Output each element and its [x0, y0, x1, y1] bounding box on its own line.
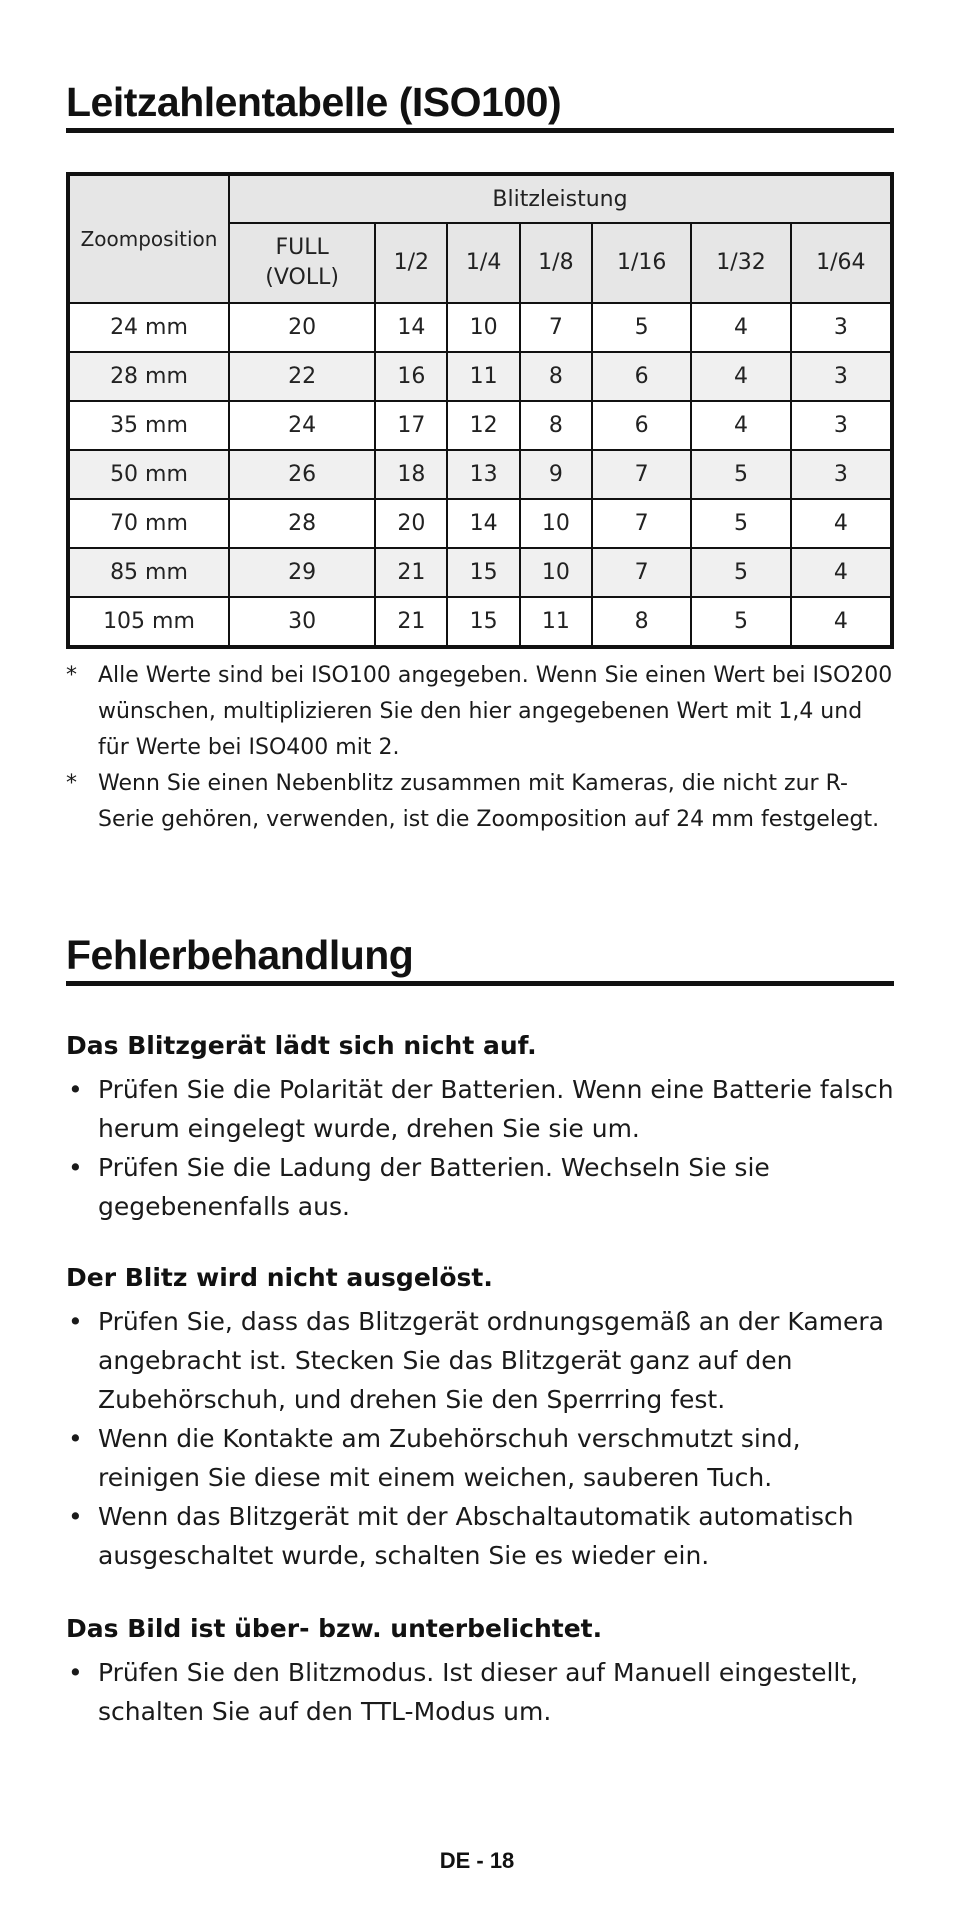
guide-number-cell: 5 — [691, 450, 790, 499]
bullet-dot: • — [68, 1502, 83, 1531]
power-column-header: 1/32 — [691, 223, 790, 303]
table-row — [68, 548, 892, 597]
guide-number-cell: 24 — [229, 401, 375, 450]
guide-number-table-body — [68, 303, 892, 647]
guide-number-cell: 4 — [791, 499, 892, 548]
guide-number-cell: 13 — [447, 450, 519, 499]
guide-number-cell: 11 — [520, 597, 592, 647]
guide-number-cell: 3 — [791, 303, 892, 352]
note-text: Wenn Sie einen Nebenblitz zusammen mit Kameras, die nicht zur R-Serie gehören, verwenden, ist die Zoomposition auf 24 mm festgelegt. — [98, 771, 880, 832]
page-number: DE - 18 — [439, 1848, 515, 1873]
bullet-text: Prüfen Sie, dass das Blitzgerät ordnungsgemäß an der Kamera angebracht ist. Stecken Sie das Blitzgerät ganz auf den Zubehörschuh, und drehen Sie den Sperrring fest. — [98, 1307, 884, 1414]
table-row — [68, 352, 892, 401]
zoom-position-cell: 70 mm — [68, 499, 229, 548]
guide-number-cell: 10 — [447, 303, 519, 352]
zoom-position-cell: 50 mm — [68, 450, 229, 499]
power-column-header: 1/2 — [375, 223, 447, 303]
guide-number-cell: 8 — [520, 401, 592, 450]
table-row — [68, 499, 892, 548]
guide-number-cell: 30 — [229, 597, 375, 647]
guide-number-cell: 10 — [520, 548, 592, 597]
guide-number-cell: 22 — [229, 352, 375, 401]
guide-number-cell: 10 — [520, 499, 592, 548]
power-full-label: FULL (VOLL) — [265, 235, 339, 290]
note-asterisk: * — [66, 771, 77, 796]
bullet-text: Wenn das Blitzgerät mit der Abschaltautomatik automatisch ausgeschaltet wurde, schalten Sie es wieder ein. — [98, 1502, 854, 1570]
bullet-text: Prüfen Sie die Polarität der Batterien. Wenn eine Batterie falsch herum eingelegt wurde, drehen Sie sie um. — [98, 1075, 894, 1143]
guide-number-cell: 14 — [375, 303, 447, 352]
guide-number-cell: 29 — [229, 548, 375, 597]
guide-number-cell: 21 — [375, 548, 447, 597]
power-column-header: 1/8 — [520, 223, 592, 303]
table-notes — [66, 658, 894, 838]
trouble-heading: Der Blitz wird nicht ausgelöst. — [66, 1263, 493, 1292]
power-column-header: 1/16 — [592, 223, 691, 303]
guide-number-cell: 15 — [447, 548, 519, 597]
trouble-bullet — [66, 1070, 894, 1148]
guide-number-cell: 20 — [375, 499, 447, 548]
guide-number-cell: 4 — [691, 352, 790, 401]
bullet-text: Wenn die Kontakte am Zubehörschuh verschmutzt sind, reinigen Sie diese mit einem weichen, sauberen Tuch. — [98, 1424, 801, 1492]
bullet-text: Prüfen Sie die Ladung der Batterien. Wechseln Sie sie gegebenenfalls aus. — [98, 1153, 770, 1221]
trouble-heading: Das Blitzgerät lädt sich nicht auf. — [66, 1031, 537, 1060]
zoom-position-cell: 85 mm — [68, 548, 229, 597]
table-row — [68, 450, 892, 499]
guide-number-table-heading: Leitzahlentabelle (ISO100) — [66, 78, 894, 133]
zoom-position-cell: 35 mm — [68, 401, 229, 450]
bullet-text: Prüfen Sie den Blitzmodus. Ist dieser auf Manuell eingestellt, schalten Sie auf den TTL-Modus um. — [98, 1658, 859, 1726]
trouble-item-exposure — [66, 1613, 894, 1731]
trouble-item-not-firing — [66, 1262, 894, 1575]
trouble-bullet — [66, 1148, 894, 1226]
guide-number-cell: 3 — [791, 450, 892, 499]
power-column-header — [229, 223, 375, 303]
guide-number-cell: 18 — [375, 450, 447, 499]
guide-number-cell: 5 — [691, 548, 790, 597]
guide-number-cell: 8 — [520, 352, 592, 401]
guide-number-cell: 14 — [447, 499, 519, 548]
guide-number-cell: 7 — [592, 548, 691, 597]
guide-number-cell: 4 — [691, 303, 790, 352]
guide-number-cell: 6 — [592, 352, 691, 401]
zoom-position-cell: 24 mm — [68, 303, 229, 352]
guide-number-cell: 9 — [520, 450, 592, 499]
power-column-header: 1/64 — [791, 223, 892, 303]
guide-number-cell: 8 — [592, 597, 691, 647]
guide-number-cell: 21 — [375, 597, 447, 647]
guide-number-cell: 7 — [520, 303, 592, 352]
guide-number-cell: 11 — [447, 352, 519, 401]
table-row — [68, 597, 892, 647]
trouble-item-not-charging — [66, 1030, 894, 1226]
guide-number-cell: 12 — [447, 401, 519, 450]
trouble-bullet — [66, 1497, 894, 1575]
guide-number-cell: 7 — [592, 450, 691, 499]
guide-number-cell: 7 — [592, 499, 691, 548]
zoom-position-cell: 28 mm — [68, 352, 229, 401]
trouble-bullet — [66, 1653, 894, 1731]
trouble-bullet — [66, 1302, 894, 1419]
guide-number-cell: 4 — [791, 548, 892, 597]
guide-number-cell: 17 — [375, 401, 447, 450]
guide-number-cell: 26 — [229, 450, 375, 499]
zoom-position-cell: 105 mm — [68, 597, 229, 647]
guide-number-table — [66, 172, 894, 649]
troubleshooting-heading: Fehlerbehandlung — [66, 931, 894, 986]
bullet-dot: • — [68, 1658, 83, 1687]
guide-number-cell: 6 — [592, 401, 691, 450]
zoom-position-header: Zoomposition — [68, 174, 229, 303]
guide-number-cell: 3 — [791, 352, 892, 401]
note-text: Alle Werte sind bei ISO100 angegeben. Wenn Sie einen Wert bei ISO200 wünschen, multiplizieren Sie den hier angegebenen Wert mit 1,4 und für Werte bei ISO400 mit 2. — [98, 663, 893, 760]
bullet-dot: • — [68, 1153, 83, 1182]
trouble-bullet — [66, 1419, 894, 1497]
table-note — [66, 658, 894, 766]
trouble-heading: Das Bild ist über- bzw. unterbelichtet. — [66, 1614, 603, 1643]
guide-number-cell: 28 — [229, 499, 375, 548]
guide-number-cell: 16 — [375, 352, 447, 401]
guide-number-cell: 5 — [592, 303, 691, 352]
guide-number-cell: 4 — [791, 597, 892, 647]
power-column-header: 1/4 — [447, 223, 519, 303]
guide-number-cell: 5 — [691, 499, 790, 548]
bullet-dot: • — [68, 1424, 83, 1453]
guide-number-cell: 5 — [691, 597, 790, 647]
guide-number-cell: 3 — [791, 401, 892, 450]
note-asterisk: * — [66, 663, 77, 688]
bullet-dot: • — [68, 1075, 83, 1104]
guide-number-cell: 15 — [447, 597, 519, 647]
flash-output-header: Blitzleistung — [229, 174, 892, 223]
table-row — [68, 303, 892, 352]
bullet-dot: • — [68, 1307, 83, 1336]
guide-number-cell: 4 — [691, 401, 790, 450]
table-row — [68, 401, 892, 450]
guide-number-cell: 20 — [229, 303, 375, 352]
table-note — [66, 766, 894, 838]
